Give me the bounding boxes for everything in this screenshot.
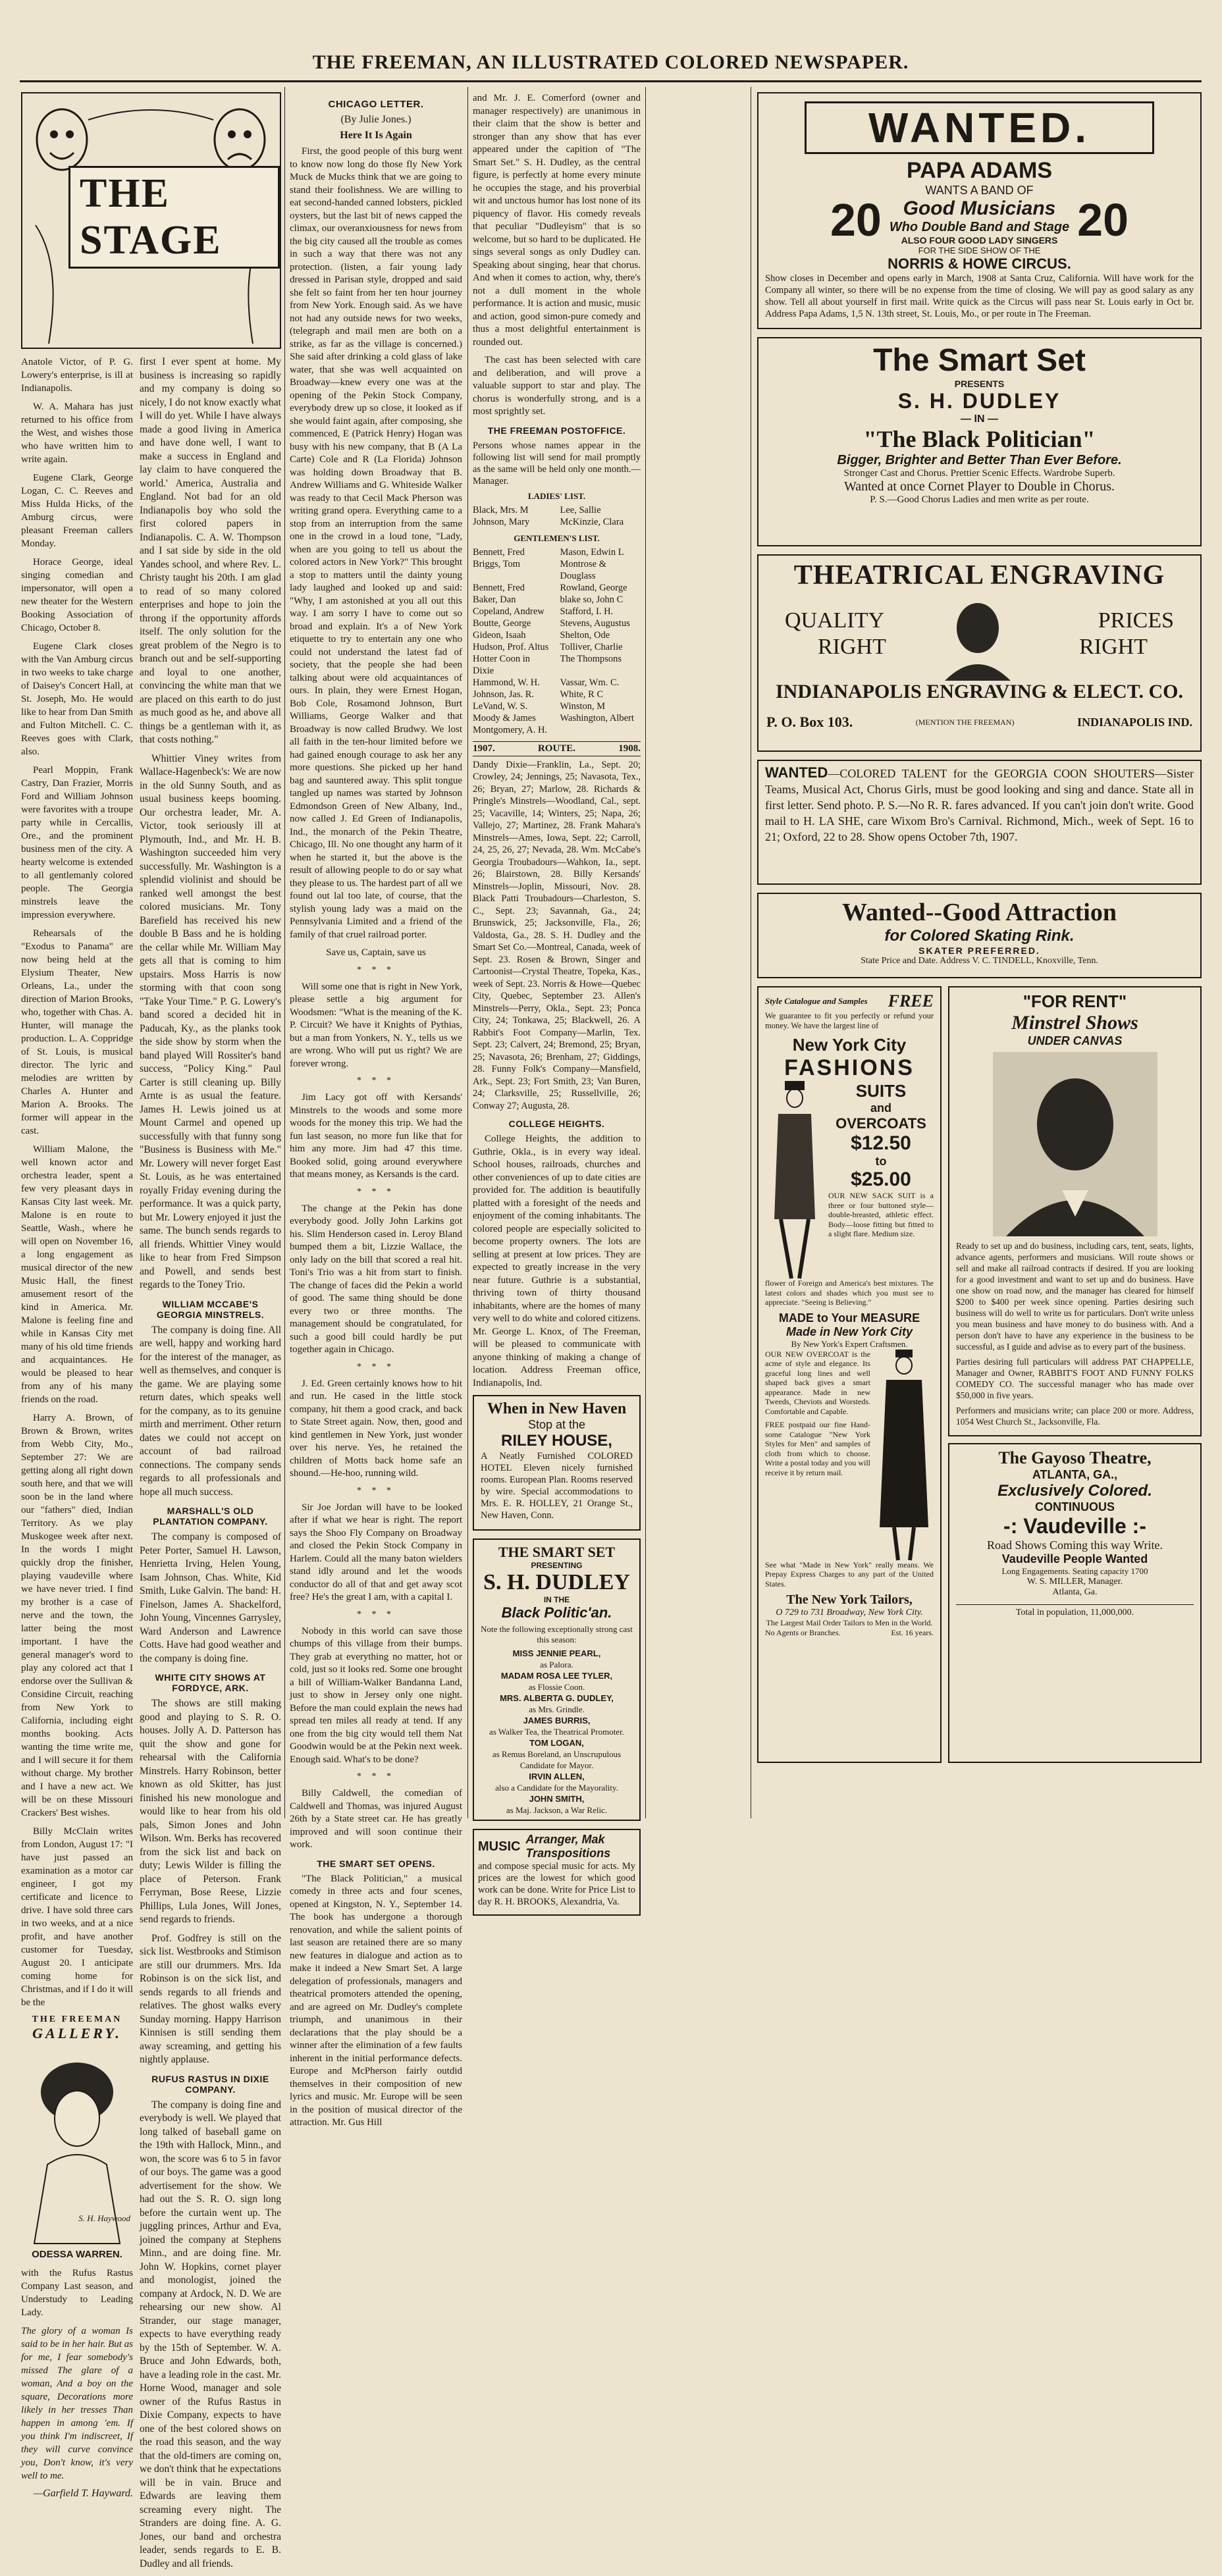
list-item: Stafford, I. H. xyxy=(560,606,614,617)
engraving-right2: RIGHT xyxy=(1079,635,1148,659)
stage-logo-text: THE STAGE xyxy=(68,166,280,269)
letter-paragraph: first I ever spent at home. My business is increasing so rapidly and my company is doing so nicely, I do not know exactly what I will do yet. While I have always made a good living in America and have done well, I want to make a success in England and lay claim to have conquered the world.' America, Australia and England. Not bad for an old Indianapolis boy who sold the first colored papers in Indianapolis. C. A. W. Thompson and I sat side by side in the old Yandes school, and where Rev. L. Christy taught his 20th. I am glad to read of so many colored enterprises and hope to join the throng if the opportunity affords itself. The only solution for the great problem of the Negro is to branch out and be self-supporting and loyal to one another, convincing the white man that we are placed on this earth to do just as much good as he, and above all things be a gentleman with it, as that costs nothing." xyxy=(140,356,281,745)
tailors-overcoats: OVERCOATS xyxy=(836,1115,926,1132)
list-item: Johnson, Jas. R. xyxy=(473,689,535,700)
gayoso-t10: Atlanta, Ga. xyxy=(1052,1587,1098,1597)
route-listings: Dandy Dixie—Franklin, La., Sept. 20; Crowley, 24; Jennings, 25; Navasota, Tex., 26; Bryan, 27; Marlow, 28. Richards & Pringle's Minstrels—Woodland, Cal., sept. 25; Vacaville, 14; Winters, 25; Napa, 26; Vallejo, 27; Martinez, 28. Frank Mahara's Minstrels—Ames, Iowa, Sept. 22; Carroll, 24, 25, 26, 27; Nevada, 28. Wm. McCabe's Georgia Troubadours—Wahkon, Ia., sept. 26; Blairstown, 28. Billy Kersands' Minstrels—Joplin, Missouri, Nov. 28. Black Patti Troubadours—Charleston, S. C., Sept. 23; Savannah, Ga., 24; Brunswick, 25; Jacksonville, Fla., 26; Valdosta, Ga., 28. S. H. Dudley and the Smart Set Co.—Montreal, Canada, week of Sept. 23. Rosen & Brown, Singer and Cartoonist—Crystal Theatre, Topeka, Kas., week of Sept. 23. Norris & Howe—Quebec City, Quebec, September 23. Allen's Minstrels—Perry, Okla., Sept. 23; Ponca City, 24; Tonkawa, 25; Blackwell, 26. A Rabbit's Foot Company—Marlin, Tex. Sept. 23; Calvert, 24; Bremond, 25; Bryan, 25; Navasota, 26; Brenham, 27; Giddings, 28. Funny Folk's Company—Mansfield, Ark., Sept. 23; Fort Smith, 23; Van Buren, 24; Clarksville, 25; Russellville, 26; Conway 27; Augusta, 28. xyxy=(473,759,641,1111)
stage-paragraph: Horace George, ideal singing comedian and impersonator, will open a new theater for the Western Booking Association of Chicago, October 8. xyxy=(21,557,133,633)
separator-stars: * * * xyxy=(357,1076,395,1086)
ad-title: THE SMART SET xyxy=(498,1544,616,1560)
wanted-line5: FOR THE SIDE SHOW OF THE xyxy=(918,246,1041,255)
manager-portrait xyxy=(993,1052,1157,1236)
list-item: blake so, John C xyxy=(560,594,624,605)
forrent-title: Minstrel Shows xyxy=(1011,1012,1138,1034)
list-item: Hudson, Prof. Altus xyxy=(473,641,549,652)
rufus-paragraph: The company is doing fine and everybody is well. We played that long talked of baseball game on the 19th with Hallock, Minn., and won, the score was 6 to 5 in favor of our boys. The game was a good advertisement for the show. We had out the S. R. O. sign long before the curtain went up. The juggling princes, Arthur and Eva, joined the company at Stephens Minn., and are doing fine. Mr. John W. Hopkins, cornet player and monologist, joined the company at Ardock, N. D. We are rehearsing our new show. Al Strander, our stage manager, expects to have everything ready by the 15th of September. W. A. Bruce and John Edwards, both, have a leading role in the cast. Mr. Horne Wood, manager and sole owner of the Rufus Rastus in Dixie Company, expects to have one of the best colored shows on the road this season, and the way that the old-timers are coming on, we don't think that he expectations will be in vain. Bruce and Edwards are leaving them screaming every night. The Stranders are doing fine. A. G. Jones, our band and orchestra leader, sends regards to E. B. Dudley and all friends. xyxy=(140,2099,282,2569)
riley-house-ad xyxy=(473,1395,641,1531)
ad-note: Note the following exceptionally strong cast this season: xyxy=(481,1624,633,1644)
engraving-mention: (MENTION THE FREEMAN) xyxy=(915,717,1015,727)
list-item: Baker, Dan xyxy=(473,594,516,605)
portrait-signature: S. H. Haywood xyxy=(78,2213,130,2223)
separator-stars: * * * xyxy=(357,964,395,975)
tailors-by: By New York's Expert Craftsmen. xyxy=(791,1338,908,1349)
forrent-head: "FOR RENT" xyxy=(1023,991,1127,1011)
chicago-paragraph: J. Ed. Green certainly knows how to hit and run. He cased in the little stock company, hit them a good crack, and back to State Street again. Now, then, good and kind gentlemen in New York, just wonder over his nerve. Yes, he retained the children of Motts back home safe an shound.—He-hoo, running wild. xyxy=(290,1378,462,1479)
separator-stars: * * * xyxy=(357,1186,395,1197)
list-item: Stevens, Augustus xyxy=(560,618,630,629)
ad-presenting: PRESENTING xyxy=(531,1561,583,1570)
postoffice-note: Persons whose names appear in the following list will send for mail promptly as the same will be held only one month.—Manager. xyxy=(473,440,641,486)
cast-item: as Maj. Jackson, a War Relic. xyxy=(506,1805,608,1815)
gallery-name: GALLERY. xyxy=(32,2025,122,2041)
tailors-est: Est. 16 years. xyxy=(891,1628,934,1637)
chicago-paragraph: The change at the Pekin has done everybody good. Jolly John Larkins got his. Slim Henderson cased in. Leroy Bland bumped them a bit, Lizzie Wallace, the only lady on the bill that scored a real hit. Toni's Trio was a hit from start to finish. The change of faces did the Pekin a world of good. The same thing should be done every two or three months. The management should be congratulated, for such a good bill could hardly be put together again in Chicago. xyxy=(290,1203,462,1355)
engraving-company: INDIANAPOLIS ENGRAVING & ELECT. CO. xyxy=(776,681,1183,702)
list-item: Winston, M xyxy=(560,700,606,712)
coon-shouters-ad xyxy=(757,760,1202,885)
separator-stars: * * * xyxy=(357,1485,395,1496)
gayoso-t1: The Gayoso Theatre, xyxy=(998,1448,1152,1467)
stage-paragraph: Pearl Moppin, Frank Castry, Dan Frazier, Morris Ford and William Johnson were favorites with a troupe party while in Cercallis, Ore., and the prominent business men of the city. A hearty welcome is extended to all gentlemanly colored people. The Georgia minstrels leave the impression everywhere. xyxy=(21,765,133,920)
list-item: Bennett, Fred xyxy=(473,582,525,593)
stage-paragraph: Rehearsals of the "Exodus to Panama" are now being held at the Elysium Theater, New Orleans, La., under the direction of Marion Brooks, who, together with Chas. A. Hunter, will manage the production. L. A. Coppridge of St. Louis, is musical director. The lyric and melodies are written by Charles A. Hunter and Marion A. Brooks. The former will appear in the cast. xyxy=(21,928,133,1136)
stage-notes xyxy=(21,355,133,2505)
marshall-heading: MARSHALL'S OLD PLANTATION COMPANY. xyxy=(153,1506,268,1527)
list-item: Shelton, Ode xyxy=(560,629,610,641)
smart-line3: P. S.—Good Chorus Ladies and men write as per route. xyxy=(870,494,1089,505)
cast-item: as Walker Tea, the Theatrical Promoter. xyxy=(489,1727,624,1737)
music-body: and compose special music for acts. My prices are the lowest for which good work can be done. Write for Price List to day R. H. BROOKS, Alexandria, Va. xyxy=(478,1861,635,1907)
wanted-line4: ALSO FOUR GOOD LADY SINGERS xyxy=(901,235,1058,246)
engraving-portrait xyxy=(942,595,1014,681)
odessa-warren-portrait xyxy=(21,2046,133,2244)
coon-head: WANTED xyxy=(765,764,828,781)
list-item xyxy=(560,724,641,736)
skating-ad xyxy=(757,893,1202,978)
engraving-quality: QUALITY xyxy=(785,608,885,633)
white-city-paragraph: Prof. Godfrey is still on the sick list. Westbrooks and Stimison are still our drummers. Mrs. Ida Robinson is on the sick list, and sends regards to all friends and relatives. The ghost walks every Sunday morning. Happy Harrison Kinnisen is still sending them away screaming, and getting his nightly applause. xyxy=(140,1932,281,2065)
gayoso-ad xyxy=(948,1443,1202,1763)
wanted-name: PAPA ADAMS xyxy=(907,158,1052,183)
smart-tag: Bigger, Brighter and Better Than Ever Before. xyxy=(837,453,1122,467)
smart-set-dudley-ad xyxy=(757,337,1202,546)
separator-stars: * * * xyxy=(357,1609,395,1619)
list-item: Montgomery, A. H. xyxy=(473,724,548,735)
ad-inthe: IN THE xyxy=(543,1595,570,1604)
portrait-caption: ODESSA WARREN. xyxy=(32,2249,122,2260)
rufus-heading: RUFUS RASTUS IN DIXIE COMPANY. xyxy=(151,2073,269,2095)
route-title: ROUTE. xyxy=(537,743,576,754)
ad-star: S. H. DUDLEY xyxy=(483,1570,630,1594)
gayoso-t5: -: Vaudeville :- xyxy=(1003,1514,1146,1538)
gayoso-t3: Exclusively Colored. xyxy=(997,1482,1152,1500)
cast-item: TOM LOGAN, xyxy=(529,1738,584,1748)
cast-item: as Remus Boreland, an Unscrupulous Candidate for Mayor. xyxy=(492,1749,622,1770)
engraving-prices: PRICES xyxy=(1098,608,1174,633)
skating-head: Wanted--Good Attraction xyxy=(842,899,1117,926)
stage-paragraph: William Malone, the well known actor and orchestra leader, spent a few very pleasant days in Kansas City last week. Mr. Malone is en route to Seattle, Wash., where he will open on November 16, a long engagement as musical director of the new Music Hall, the finest amusement resort of the kind in America. Mr. Malone is feeling fine and while in Kansas City met many of his old time friends and acquaintances. He would be pleased to hear from any of his many friends on the road. xyxy=(21,1144,133,1405)
route-year-end: 1908. xyxy=(618,743,641,754)
smart-set-ad xyxy=(473,1538,641,1821)
college-heights-heading: COLLEGE HEIGHTS. xyxy=(508,1118,605,1129)
tailors-body1: OUR NEW SACK SUIT is a three or four buttoned style—double-breasted, athletic effect. Body—loose fitting but fitted to a slight flare. Medium size. xyxy=(828,1191,934,1238)
list-item: Gideon, Isaah xyxy=(473,629,526,641)
cast-item: as Mrs. Grindle. xyxy=(529,1704,585,1714)
column-ads xyxy=(757,92,1202,1817)
gents-list xyxy=(473,546,641,736)
chicago-paragraph: Save us, Captain, save us xyxy=(326,947,426,958)
cast-item: also a Candidate for the Mayorality. xyxy=(495,1783,618,1793)
wanted-line2: Good Musicians xyxy=(903,197,1056,219)
forrent-body2: Parties desiring full particulars will address PAT CHAPPELLE, Manager and Owner, RABBIT'S FOOT AND FUNNY FOLKS COMEDY CO. The successful manager who has made over $50,000 in five years. xyxy=(956,1357,1194,1400)
column-stage xyxy=(21,92,281,2576)
smart-set-continued: and Mr. J. E. Comerford (owner and manager respectively) are unanimous in their claim that the show is better and stronger than any show that has ever appeared under the capition of "The Smart Set." S. H. Dudley, as the central figure, is perfectly at home every minute he occupies the stage, and his proverbial wit and unctous humor has lost none of its piquency of flavor. His comedy reveals that peculiar "Dudleyism" that is so welcome, but so hard to be duplicated. He sings several songs as only Dudley can. Speaking about singing, hear that chorus. And when it comes to action, why, there's not a dull moment in the whole performance. It is action and music, music and action, good simon-pure comedy and thus a most delightful entertainment is rounded out. xyxy=(473,93,641,348)
riley-name: RILEY HOUSE, xyxy=(501,1432,612,1450)
skating-body: State Price and Date. Address V. C. TINDELL, Knoxville, Tenn. xyxy=(861,956,1098,966)
wanted-line3: Who Double Band and Stage xyxy=(889,220,1070,234)
cast-item: as Palora. xyxy=(540,1660,573,1669)
list-item: Vassar, Wm. C. xyxy=(560,677,620,688)
wanted-number: 20 xyxy=(830,194,882,246)
riley-line1: When in New Haven xyxy=(487,1400,627,1417)
cast-list xyxy=(481,1648,633,1816)
tailors-note: The Largest Mail Order Tailors to Men in the World. xyxy=(766,1618,933,1627)
gayoso-t6: Road Shows Coming this way Write. xyxy=(987,1538,1163,1552)
stage-logo xyxy=(21,92,281,349)
smart-line1: Stronger Cast and Chorus. Prettier Scenic Effects. Wardrobe Superb. xyxy=(843,468,1115,479)
list-item: White, R C xyxy=(560,689,604,700)
list-item: Hammond, W. H. xyxy=(473,677,540,688)
masthead-rule xyxy=(20,80,1202,82)
separator-stars: * * * xyxy=(357,1361,395,1372)
tailors-price2: $25.00 xyxy=(851,1169,911,1190)
cast-item: IRVIN ALLEN, xyxy=(529,1772,585,1781)
gayoso-t9: W. S. MILLER, Manager. xyxy=(1026,1577,1123,1587)
smart-title: The Smart Set xyxy=(873,343,1086,378)
forrent-body3: Performers and musicians write; can place 200 or more. Address, 1054 West Church St., Jacksonville, Fla. xyxy=(956,1406,1194,1427)
wanted-musicians-ad xyxy=(757,92,1202,329)
stage-paragraph: Eugene Clark closes with the Van Amburg circus in two weeks to take charge of Daisey's Concert Hall, at St. Joseph, Mo. He would like to hear from Dan Smith and Fulton Mitchell. C. C. Reeves goes with Clark, also. xyxy=(21,641,133,757)
gents-list-heading: GENTLEMEN'S LIST. xyxy=(514,533,600,543)
tailors-body3: OUR NEW OVERCOAT is the acme of style and elegance. Its graceful long lines and well shaped back gives a smart appearance. Made in new Tweeds, Cheviots and Worsteds. Comfortable and Capable. xyxy=(765,1349,870,1416)
tailors-suits: SUITS xyxy=(855,1081,907,1101)
music-ad xyxy=(473,1829,641,1916)
tailors-fashions: FASHIONS xyxy=(784,1055,915,1080)
wanted-number: 20 xyxy=(1077,194,1129,246)
list-item: Boutte, George xyxy=(473,618,531,629)
smart-set-paragraph: "The Black Politician," a musical comedy in three acts and four scenes, opened at Kingston, N. Y., September 14. The book has undergone a thorough renovation, and while the salient points of last season are retained there are so many new features in dialogue and action as to make it indeed a New Smart Set. A large delegation of professionals, managers and theatrical promoters attended the opening, and are agreed on Mr. Dudley's complete triumph, and unanimous in their declarations that the play should be a winner after the elimination of a few faults inherent in the initial performance defects. Europe and McPherson fairly outdid themselves in their composition of new lyrics and music. Mr. Europe will be seen in the position of musical director of the attraction. Mr. Gus Hill xyxy=(290,1873,462,2128)
engraving-ad xyxy=(757,554,1202,752)
wanted-line1: WANTS A BAND OF xyxy=(925,184,1034,197)
cast-item: as Flossie Coon. xyxy=(528,1682,585,1692)
cast-item: JAMES BURRIS, xyxy=(523,1716,591,1725)
chicago-paragraph: Sir Joe Jordan will have to be looked after if what we hear is right. The report says the Shoo Fly Company on Broadway and closed the Pekin Stock Company in Harlem. Could all the many baton wielders stand idly around and let the woods conductor do all of that and get away scot free? He's the great I am, with a capital I. xyxy=(290,1502,462,1602)
gayoso-t8: Long Engagements. Seating capacity 1700 xyxy=(1001,1566,1148,1576)
tailors-top: Style Catalogue and Samples xyxy=(765,996,868,1006)
ladies-list xyxy=(473,504,641,528)
white-city-heading: WHITE CITY SHOWS AT FORDYCE, ARK. xyxy=(155,1672,266,1693)
cast-item: MRS. ALBERTA G. DUDLEY, xyxy=(500,1693,614,1703)
column-rule xyxy=(284,87,285,1818)
engraving-title: THEATRICAL ENGRAVING xyxy=(793,560,1165,591)
tailors-agents: No Agents or Branches. xyxy=(765,1628,841,1637)
list-item: LeVand, W. S. xyxy=(473,700,528,712)
skating-pref: SKATER PREFERRED. xyxy=(918,945,1040,956)
stage-paragraph: Harry A. Brown, of Brown & Brown, writes from Webb City, Mo., September 27: We are getting along all right down south here, and that we will soon be in the land where our "fathers" died, Indian Territory. As we play Muskogee week after next. In the words I might quickly drop the finisher, playing vaudeville where we have never tried. I find my brother is a case of nerve and the town, the latter being the most important. I have the general manager's word to play any colored act that I endorse over the Sullivan & Considine Circuit, reaching from New York to California, including eight months booking. Acts wanting the time write me, and I will secure it for them without charge. My brother and I have a new act. We will be on these Missouri Crackers' Best wishes. xyxy=(21,1413,133,1818)
white-city-paragraph: The shows are still making good and playing to S. R. O. houses. Jolly A. D. Patterson has quit the show and gone for rehearsal with the California Minstrels. Harry Robinson, better known as old Skitter, has just finished his new monologue and would like to hear from his old pals, Simon Jones and John Wilson. Wm. Berks has recovered from the sick list and back on duty; Lewis Wilder is filling the place of Peterson. Frank Ferryman, Bose Reese, Lizzie Phillips, Lula Jones, Will Jones, send regards to friends. xyxy=(140,1698,281,1925)
list-item: Tolliver, Charlie xyxy=(560,641,623,652)
gayoso-t7: Vaudeville People Wanted xyxy=(1001,1552,1148,1565)
cast-item: JOHN SMITH, xyxy=(529,1794,585,1804)
list-item: Johnson, Mary xyxy=(473,516,530,527)
ladies-list-heading: LADIES' LIST. xyxy=(527,490,586,501)
chicago-paragraph: Jim Lacy got off with Kersands' Minstrels to the woods and some more woods for the money this trip. We had the fun last season, no more fun like that for him any more. Jim had 47 this time. Booked solid, going around everywhere that means money, as Kersands is the card. xyxy=(290,1092,462,1180)
gallery-title: THE FREEMAN xyxy=(32,2014,122,2024)
list-item: McKinzie, Clara xyxy=(560,516,624,527)
college-heights-paragraph: College Heights, the addition to Guthrie, Okla., is in every way ideal. School houses, railroads, churches and other conveniences of up to date cities are provided for. The addition is beautifully platted with a foresight of the needs and enjoyment of the coming inhabitants. The colored people are especially solicited to become property owners. The lots are selling at present at low prices. They are expected to greatly increase in the very near future. Guthrie is a substantial, thriving town of thirty thousand inhabitants, where are the homes of many very well to do white and colored citizens. Mr. George L. Knox, of The Freeman, will be pleased to communicate with anyone thinking of making a change of location. Address Freeman office, Indianapolis, Ind. xyxy=(473,1134,641,1388)
chicago-letter-byline: (By Julie Jones.) xyxy=(340,114,412,125)
column-letters xyxy=(140,355,281,2576)
gayoso-t2: ATLANTA, GA., xyxy=(1032,1468,1118,1481)
smart-in: — IN — xyxy=(961,413,998,425)
tailors-see: See what "Made in New York" really means. We Prepay Express Charges to any part of the United States. xyxy=(765,1560,934,1589)
tailors-price: $12.50 xyxy=(851,1132,911,1154)
right-ads-stack xyxy=(948,986,1202,1763)
ny-tailors-ad xyxy=(757,986,942,1763)
riley-line2: Stop at the xyxy=(527,1418,586,1431)
tailors-made: MADE to Your MEASURE xyxy=(778,1311,920,1325)
forrent-body: Ready to set up and do business, including cars, tent, seats, lights, advance agents, performers and musicians. Will route shows or sell and make all railroad contracts if desired. If you are looking for a good investment and want to set up and do business. Have one show on road now, and the manager has cleared for himself $200 to $400 per week since opening. Parties desiring such business will do well to write us for particulars. Don't write unless you mean business and have money to do business with. And a person don't have to have any experience in the business to be successful, as I guide and advise as to every part of the business. xyxy=(956,1241,1194,1352)
list-item: Moody & James xyxy=(473,712,536,723)
engraving-right: RIGHT xyxy=(818,635,886,659)
tailors-made2: Made in New York City xyxy=(785,1325,913,1338)
chicago-letter-subhead: Here It Is Again xyxy=(340,130,412,141)
stage-paragraph: W. A. Mahara has just returned to his office from the West, and wishes those who have written him to write again. xyxy=(21,402,133,465)
forrent-sub: UNDER CANVAS xyxy=(1027,1034,1123,1047)
tailors-free: FREE xyxy=(888,991,934,1011)
chicago-paragraph: Will some one that is right in New York, please settle a big argument for Woodsmen: "What is the meaning of the K. P. Circuit? We have it Knights of Pythias, but a man from Yonkers, N. Y., tells us we are wrong. Who will put us right? We are forever wrong. xyxy=(290,981,462,1069)
list-item: The Thompsons xyxy=(560,653,622,664)
wanted-title: WANTED. xyxy=(805,101,1154,154)
column-chicago-letter xyxy=(290,92,462,2128)
engraving-box: P. O. Box 103. xyxy=(766,714,853,730)
tailors-company: The New York Tailors, xyxy=(786,1592,913,1607)
list-item: Washington, Albert xyxy=(560,712,634,723)
stage-paragraph: Anatole Victor, of P. G. Lowery's enterprise, is ill at Indianapolis. xyxy=(21,357,133,394)
route-header xyxy=(473,741,641,756)
population-line: Total in population, 11,000,000. xyxy=(956,1604,1194,1618)
smart-star: S. H. DUDLEY xyxy=(897,389,1061,413)
music-head1: MUSIC xyxy=(478,1839,521,1854)
smart-set-continued: The cast has been selected with care and deliberation, and will prove a valuable support to star and play. The chorus is wonderfully strong, and is a most sprightly set. xyxy=(473,355,641,417)
smart-presents: PRESENTS xyxy=(954,379,1005,389)
marshall-paragraph: The company is composed of Peter Porter, Samuel H. Lawson, Henrietta Irving, Helen Young, Isam Johnson, Chas. White, Kid Smith, Luke Galvin. The band: H. Finelson, James A. Shackelford, John Young, Vincennes Garrysley, Ward Anderson and Lawrence Cotts. Have had good weather and the company is doing fine. xyxy=(140,1531,281,1664)
wanted-body: Show closes in December and opens early in March, 1908 at Santa Cruz, California. Will have work for the Company all winter, so there will be no expense from the time of closing. We will pay as good salary as any show. Tell all about yourself in first mail. Write quick as the Circus will pass near St. Louis early in Oct br. Address Papa Adams, 1,5 N. 13th street, St. Louis, Mo., or per route in The Freeman. xyxy=(765,273,1194,319)
smart-set-opens-heading: THE SMART SET OPENS. xyxy=(317,1858,435,1869)
tailors-body4: FREE postpaid our fine Hand-some Catalogue "New York Styles for Men" and samples of cloth from which to choose. Write a postal today and you will receive it by return mail. xyxy=(765,1420,870,1477)
list-item: Briggs, Tom xyxy=(473,558,521,569)
poem-signature: —Garfield T. Hayward. xyxy=(33,2488,133,2499)
letter-paragraph: Whittier Viney writes from Wallace-Hagenbeck's: We are now in the old Sunny South, and as usual business keeps booming. Our orchestra leader, Mr. A. Victor, took seriously ill at Plymouth, Ind., and Mr. H. B. Washington succeeded him very successfully. Mr. Washington is a splendid violinist and should be ranked well amongst the best colored musicians. Mr. Tony Barefield has received his new double B Bass and he is holding the cellar while Mr. William May gets all that is coming to him upstairs. Moss Harris is now storming with that coon song "Take Your Time." P. G. Lowery's band scored a decided hit in Paducah, Ky., as the planks took the side show by storm when the band played Will Rossiter's band success, "Policy King." Paul Carter is still cleaning up. Billy Arnte is as usual the feature. James H. Lewis joined us at Mount Carmel and opened up successfully with that funny song "Business is Business with Me." Mr. Lowery will never forget East St. Louis, as he was entertained royally Friday evening during the performance. It was a quick party, but Mr. Lowery enjoyed it just the same. The bunch sends regards to all friends. Whittier Viney would like to hear from Fred Simpson and Powell, and sends best regards to the Toney Trio. xyxy=(140,752,281,1290)
list-item: Black, Mrs. M xyxy=(473,504,529,515)
wanted-circus: NORRIS & HOWE CIRCUS. xyxy=(888,255,1071,272)
list-item: Lee, Sallie xyxy=(560,504,601,515)
separator-stars: * * * xyxy=(357,1772,395,1781)
music-head2: Arranger, Mak Transpositions xyxy=(525,1833,611,1860)
chicago-paragraph: Billy Caldwell, the comedian of Caldwell and Thomas, was injured August 26th by a State street car. He has greatly improved and will soon continue their work. xyxy=(290,1788,462,1850)
tailors-city: New York City xyxy=(792,1035,907,1055)
smart-play: "The Black Politician" xyxy=(863,426,1096,452)
mccabe-paragraph: The company is doing fine. All are well, happy and working hard for the interest of the manager, as well as themselves, and conquer is the game. We are playing some return dates, which speaks well for the company, as to its genuine mirth and merriment. Other return dates we could not accept on account of bad railroad connections. The company sends regards to all professionals and hope all much success. xyxy=(140,1324,281,1498)
tailors-and: and xyxy=(870,1101,891,1115)
ad-play: Black Politic'an. xyxy=(501,1604,612,1621)
gayoso-t4: CONTINUOUS xyxy=(1035,1500,1115,1513)
chicago-paragraph: Nobody in this world can save those chumps of this village from their bumps. They grab at everything no matter, hot or cold, just so it looks red. Some one brought a bill of William-Walker Bandanna Land, just to show in Jersey only one night. Before the man could explain the news had spread ten miles all ready at tend. If any one from the big city would tell them Nat Goodwin would be at the Pekin next week. Enough said. What's to be done? xyxy=(290,1625,462,1765)
tailors-addr: O 729 to 731 Broadway, New York City. xyxy=(776,1608,923,1617)
list-item: Mason, Edwin L xyxy=(560,546,624,558)
for-rent-ad xyxy=(948,986,1202,1436)
coon-body: —COLORED TALENT for the GEORGIA COON SHOUTERS—Sister Teams, Musical Act, Chorus Girls, must be good looking and sing and dance. State all in first letter. Send photo. P. S.—No R. R. fares advanced. If you can't join don't write. Good mail to H. LA SHE, care Wixom Bro's Carnival. Richmond, Mich., week of Sept. 16 to 21; Oxford, 22 to 28. Show opens October 7th, 1907. xyxy=(765,767,1194,843)
smart-line2: Wanted at once Cornet Player to Double in Chorus. xyxy=(843,479,1115,494)
caption-note: with the Rufus Rastus Company Last season, and Understudy to Leading Lady. xyxy=(21,2268,133,2318)
tailors-to: to xyxy=(875,1155,887,1168)
stage-paragraph: Billy McClain writes from London, August 17: "I have just passed an examination as a motor car engineer, I got my certificate and licence to drive. I have sold three cars in two weeks, and at a nice profit, and have another customer for Tuesday, August 20. I anticipate coming home for Christmas, and if I do it will be the xyxy=(21,1826,133,2008)
list-item: Rowland, George xyxy=(560,582,627,593)
chicago-paragraph: First, the good people of this burg went to know now long do those fly New York Muck de Mucks think that we are going to stand their foolishness. We are willing to eat second-handed canned lobsters, pickled oysters, but the last bit of news capped the climax, our overanxiousness for news from the big city caused all the trouble as comes in such a way that there was not any protection. (listen, a fair young lady dressed in Parisan style, dropped and said she felt so faint from her ten hour journey from New York. Enough said. As we have not had any outside news for two weeks, (telegraph and mail men are both on a strike, as far as the village is concerned.) She said after drinking a cold glass of lake water, that she was well acquainted on Broadway—knew every one was at the opening of the Pekin Stock Company, everybody drew up so close, it looked as if she would faint again, after composing, she commenced, E (Patrick Henry) Hogan was busy with his new company, that B (A La Carte) Cole and R (La Florida) Johnson was holding down Broadway that B. Andrew Williams and G. Whiteside Walker was ready to that Cecil Mack Pherson was writing grand opera. Everything came to a stop from an interruption from the same one in the crowd in a loud tone, "Lady, when are you going to tell us about the colored actors in New York?" This brought a stop to matters until the dainty young lady laughed and looked up and said: "Why, I am astonished at you all out this way. I am sorry I have to come out so broad and explain. It's a of New York etiquette to try to entertain any one who could not understand the latest fad of society, that the people she had been talking about were old acquaintances of ours. In plain, they were Ernest Hogan, Bob Cole, Rosamond Johnson, Burt Williams, George Walker and that Broadway is now called Brudwy. We lost all faith in the ten-hour limited before we had gained enough courage to ask her any more questions. She picked up her hand bag and sauntered away. This split tongue tangled up names was started by Johnson Edmondson Green of New Albany, Ind., now called J. Ed Green of Indianapolis, Ind., the monarch of the Pekin Theatre, Chicago, Ill. No one thought any harm of it when he started it, but the above is the result of allowing people to do or say what they please to us. The hardest part of all we found out lal too late, of course, that the stylish young lady was a maid on the Pennsylvania Limited and a friend of the family of that cruel railroad porter. xyxy=(290,146,462,940)
column-rule xyxy=(467,87,468,1818)
list-item: Bennett, Fred xyxy=(473,546,525,558)
riley-body: A Neatly Furnished COLORED HOTEL Eleven nicely furnished rooms. European Plan. Rooms reserved by wire. Special accommodations to Mrs. E. R. HOLLEY, 21 Orange St., New Haven, Conn. xyxy=(481,1451,633,1521)
tailors-refund: We guarantee to fit you perfectly or refund your money. We have the largest line of xyxy=(765,1011,934,1030)
route-year-start: 1907. xyxy=(473,743,495,754)
skating-sub: for Colored Skating Rink. xyxy=(884,927,1075,945)
column-rule xyxy=(645,87,646,1818)
bottom-ads-row xyxy=(757,986,1202,1763)
column-news xyxy=(473,92,641,1907)
engraving-city: INDIANAPOLIS IND. xyxy=(1076,715,1192,729)
suit-figure xyxy=(765,1081,824,1278)
list-item: Hotter Coon in Dixie xyxy=(473,653,530,676)
list-item: Copeland, Andrew xyxy=(473,606,545,617)
tailors-body2: flower of Foreign and America's best mixtures. The latest colors and shades which you must see to appreciate. "Seeing is Believing." xyxy=(765,1278,934,1307)
chicago-letter-title: CHICAGO LETTER. xyxy=(328,99,424,110)
cast-item: MADAM ROSA LEE TYLER, xyxy=(500,1671,613,1681)
masthead: THE FREEMAN, AN ILLUSTRATED COLORED NEWSPAPER. xyxy=(312,51,909,73)
postoffice-heading: THE FREEMAN POSTOFFICE. xyxy=(487,425,626,436)
mccabe-heading: WILLIAM MCCABE'S GEORGIA MINSTRELS. xyxy=(156,1298,265,1320)
stage-paragraph: Eugene Clark, George Logan, C. C. Reeves and Miss Hulda Hicks, of the Amburg circus, were pleasant Freeman callers Monday. xyxy=(21,473,133,549)
cast-item: MISS JENNIE PEARL, xyxy=(512,1648,601,1658)
list-item: Montrose & Douglass xyxy=(560,558,606,581)
overcoat-figure xyxy=(874,1350,934,1560)
poem: The glory of a woman Is said to be in her hair. But as for me, I fear somebody's missed The glare of a woman, And a boy on the square, Decorations more likely in her tresses Than happen in among 'em. If you think I'm indiscreet, If they will curve convince you, Don't know, it's very well to me. xyxy=(21,2326,134,2481)
